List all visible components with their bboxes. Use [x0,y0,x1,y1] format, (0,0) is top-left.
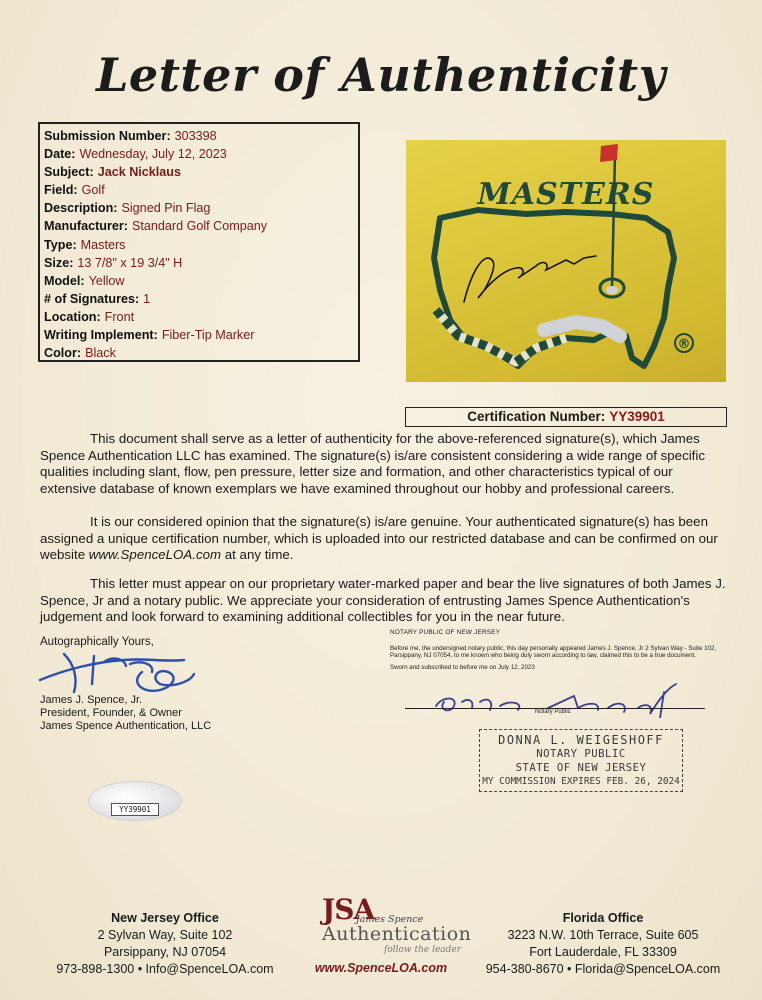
info-value: 1 [143,291,151,306]
certification-label: Certification Number: [467,409,606,424]
notary-stamp-line4: MY COMMISSION EXPIRES FEB. 26, 2024 [482,776,680,787]
paragraph-letter-terms: This letter must appear on our proprietary water-marked paper and bear the live signatures of both James J. Spence, Jr and a notary public. We appreciate your consideration of entrusting James Spence Authentication's judgement and look forward to examining additional collectibles for you in the near future. [40,576,726,625]
registered-mark: ® [677,337,691,352]
fl-office-title: Florida Office [562,911,644,925]
fl-office-line1: 3223 N.W. 10th Terrace, Suite 605 [507,928,699,942]
info-value: Standard Golf Company [131,219,268,234]
jack-nicklaus-signature [464,256,596,302]
jsa-logo [300,893,472,983]
info-row [44,254,354,272]
info-value: Signed Pin Flag [121,201,211,216]
closing-text: Autographically Yours, [40,636,154,648]
notary-stamp [479,729,683,792]
flag-pin [612,154,615,288]
notary-stamp-line2: NOTARY PUBLIC [536,748,626,760]
notary-public-label: Notary Public [535,709,571,715]
info-row [44,217,354,235]
info-key: Description: [44,201,118,216]
info-value: Front [104,309,135,324]
info-key: Size: [44,255,74,270]
paragraph-examination: This document shall serve as a letter of authenticity for the above-referenced signature(s), which James Spence Authentication LLC has examined. The signature(s) is/are consistent considering a wide range of specific qualities including slant, flow, pen pressure, letter size and formation, and other characteristics typical of our extensive database of known exemplars we have examined throughout our hobby and professional careers. [40,431,705,496]
info-row [44,326,354,344]
notary-stamp-line3: STATE OF NEW JERSEY [515,762,647,774]
info-row [44,181,354,199]
submission-info-box [38,122,360,362]
masters-flag-illustration [406,140,726,382]
james-spence-signature [34,642,234,702]
jsa-logo-spence: James Spence [356,914,424,925]
notary-stamp-name: DONNA L. WEIGESHOFF [498,733,664,747]
signed-pin-flag-photo [406,140,726,382]
info-key: Writing Implement: [44,328,158,343]
signer-role: President, Founder, & Owner [40,707,182,719]
info-key: Subject: [44,165,94,180]
info-row [44,272,354,290]
info-value: Jack Nicklaus [97,165,182,180]
jsa-logo-authentication: Authentication [322,923,472,945]
info-row [44,236,354,254]
notary-header: NOTARY PUBLIC OF NEW JERSEY [390,629,501,636]
nj-office-line1: 2 Sylvan Way, Suite 102 [97,928,233,942]
signer-company: James Spence Authentication, LLC [40,720,212,732]
notary-block [390,629,730,671]
red-flag-icon [600,144,618,162]
info-row [44,145,354,163]
nj-office-line3: 973-898-1300 • Info@SpenceLOA.com [56,962,274,976]
info-value: Fiber-Tip Marker [161,328,255,343]
signature-block [40,636,300,732]
info-key: Model: [44,273,85,288]
footer-nj-office [40,910,290,978]
fl-office-line2: Fort Lauderdale, FL 33309 [529,945,677,959]
info-value: Yellow [88,273,125,288]
certification-number: YY39901 [609,409,665,424]
jsa-logo-tagline: follow the leader [384,945,462,955]
nj-office-title: New Jersey Office [111,911,219,925]
footer-fl-office [478,910,728,978]
hologram-sticker [88,781,182,821]
info-key: Location: [44,309,101,324]
document-title: Letter of Authenticity [96,48,666,102]
fl-office-line3: 954-380-8670 • Florida@SpenceLOA.com [485,962,721,976]
jsa-logo-mark: JSA [322,893,375,926]
info-value: Golf [81,183,105,198]
info-key: Field: [44,183,78,198]
notary-sworn-date: Sworn and subscribed to before me on July 12, 2023 [390,663,535,671]
masters-wordmark: MASTERS [477,177,655,212]
info-value: Black [85,346,116,361]
info-row [44,344,354,362]
info-value: 13 7/8" x 19 3/4" H [77,255,183,270]
info-key: Type: [44,237,77,252]
info-value: Masters [80,237,126,252]
info-key: Manufacturer: [44,219,128,234]
info-key: Date: [44,147,76,162]
info-row [44,199,354,217]
info-row [44,308,354,326]
info-key: Submission Number: [44,129,171,143]
info-value: Wednesday, July 12, 2023 [79,147,227,162]
info-key: Color: [44,346,82,361]
signer-name: James J. Spence, Jr. [40,694,143,706]
info-value: 303398 [174,129,217,143]
info-row [44,290,354,308]
info-row [44,127,354,145]
certification-number-box [405,407,727,427]
notary-statement: Before me, the undersigned notary public, this day personally appeared James J. Spence, Jr 2 Sylvan Way - Suite 102, Parsippany, NJ 07054, to me known who being duly sworn according to law, claimed this to be a true document. [390,644,717,660]
nj-office-line2: Parsippany, NJ 07054 [103,945,227,959]
footer-website-link[interactable]: www.SpenceLOA.com [314,961,448,975]
paragraph-opinion: It is our considered opinion that the signature(s) is/are genuine. Your authenticated signature(s) has been assigned a unique certification number, which is uploaded into our restricted database and can be confirmed on our website www.SpenceLOA.com at any time. [40,514,718,563]
website-link[interactable]: www.SpenceLOA.com [88,547,222,563]
info-row [44,163,354,181]
info-key: # of Signatures: [44,291,140,306]
hologram-code: YY39901 [111,803,159,816]
